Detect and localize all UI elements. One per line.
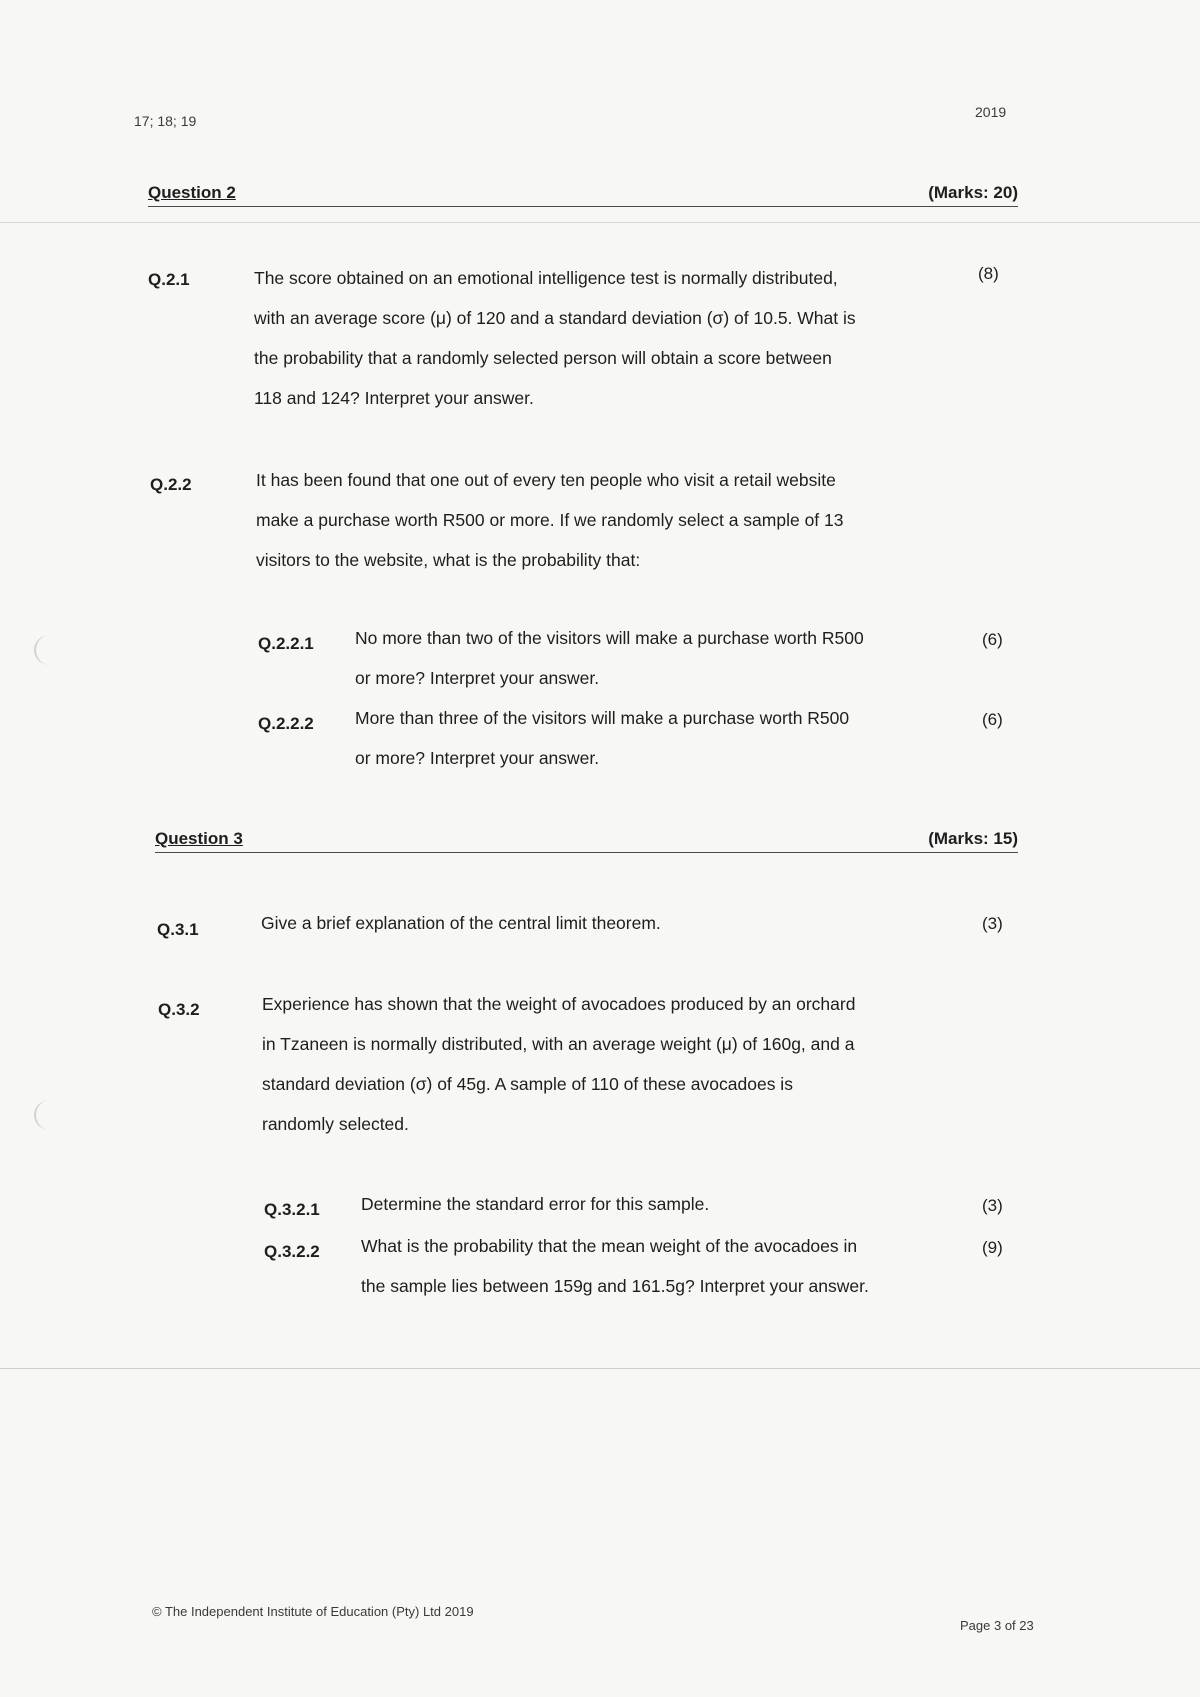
q-3-2-1-marks: (3) bbox=[982, 1196, 1003, 1215]
text-line: in Tzaneen is normally distributed, with an average weight (μ) of 160g, and a bbox=[262, 1034, 855, 1054]
text-line: What is the probability that the mean weight of the avocadoes in bbox=[361, 1236, 858, 1256]
text-line: the sample lies between 159g and 161.5g? Interpret your answer. bbox=[361, 1276, 869, 1296]
text-line: It has been found that one out of every ten people who visit a retail website bbox=[256, 470, 836, 490]
q-3-1-text bbox=[261, 903, 961, 943]
q-2-1-number: Q.2.1 bbox=[148, 270, 190, 289]
footer-copyright: © The Independent Institute of Education (Pty) Ltd 2019 bbox=[152, 1604, 474, 1619]
q-3-2-2-text bbox=[361, 1226, 981, 1306]
q-3-2-text bbox=[262, 984, 962, 1144]
header-left: 17; 18; 19 bbox=[134, 113, 197, 129]
text-line: Give a brief explanation of the central limit theorem. bbox=[261, 913, 661, 933]
text-line: make a purchase worth R500 or more. If we randomly select a sample of 13 bbox=[256, 510, 844, 530]
q-2-2-number: Q.2.2 bbox=[150, 475, 192, 494]
q-3-2-1-number: Q.3.2.1 bbox=[264, 1200, 320, 1219]
q-2-2-2-marks: (6) bbox=[982, 710, 1003, 729]
text-line: the probability that a randomly selected person will obtain a score between bbox=[254, 348, 832, 368]
text-line: No more than two of the visitors will make a purchase worth R500 bbox=[355, 628, 864, 648]
q-2-2-text bbox=[256, 460, 956, 580]
q-2-1-marks: (8) bbox=[978, 264, 999, 283]
text-line: The score obtained on an emotional intelligence test is normally distributed, bbox=[254, 268, 838, 288]
q-2-2-1-number: Q.2.2.1 bbox=[258, 634, 314, 653]
text-line: with an average score (μ) of 120 and a standard deviation (σ) of 10.5. What is bbox=[254, 308, 856, 328]
scan-mark bbox=[34, 1100, 66, 1130]
footer-page-number: Page 3 of 23 bbox=[960, 1618, 1034, 1633]
q-2-2-2-text bbox=[355, 698, 955, 778]
question-3-marks: (Marks: 15) bbox=[928, 829, 1018, 848]
q-3-2-2-marks: (9) bbox=[982, 1238, 1003, 1257]
text-line: or more? Interpret your answer. bbox=[355, 748, 600, 768]
q-3-2-1-text bbox=[361, 1184, 961, 1224]
question-2-heading bbox=[148, 176, 1018, 207]
text-line: More than three of the visitors will make a purchase worth R500 bbox=[355, 708, 850, 728]
q-3-2-number: Q.3.2 bbox=[158, 1000, 200, 1019]
q-2-1-text bbox=[254, 258, 954, 418]
q-3-2-2-number: Q.3.2.2 bbox=[264, 1242, 320, 1261]
q-3-1-number: Q.3.1 bbox=[157, 920, 199, 939]
question-2-title: Question 2 bbox=[148, 183, 236, 202]
question-3-title: Question 3 bbox=[155, 829, 243, 848]
text-line: visitors to the website, what is the probability that: bbox=[256, 550, 641, 570]
q-2-2-2-number: Q.2.2.2 bbox=[258, 714, 314, 733]
header-year: 2019 bbox=[975, 104, 1007, 120]
q-2-2-1-text bbox=[355, 618, 955, 698]
q-2-2-1-marks: (6) bbox=[982, 630, 1003, 649]
text-line: standard deviation (σ) of 45g. A sample of 110 of these avocadoes is bbox=[262, 1074, 793, 1094]
text-line: or more? Interpret your answer. bbox=[355, 668, 600, 688]
scan-mark bbox=[34, 635, 66, 665]
text-line: 118 and 124? Interpret your answer. bbox=[254, 388, 534, 408]
question-2-marks: (Marks: 20) bbox=[928, 183, 1018, 202]
text-line: Experience has shown that the weight of avocadoes produced by an orchard bbox=[262, 994, 856, 1014]
text-line: randomly selected. bbox=[262, 1114, 409, 1134]
scan-line bbox=[0, 222, 1200, 223]
text-line: Determine the standard error for this sample. bbox=[361, 1194, 710, 1214]
question-3-heading bbox=[155, 822, 1018, 853]
q-3-1-marks: (3) bbox=[982, 914, 1003, 933]
scan-line bbox=[0, 1368, 1200, 1369]
